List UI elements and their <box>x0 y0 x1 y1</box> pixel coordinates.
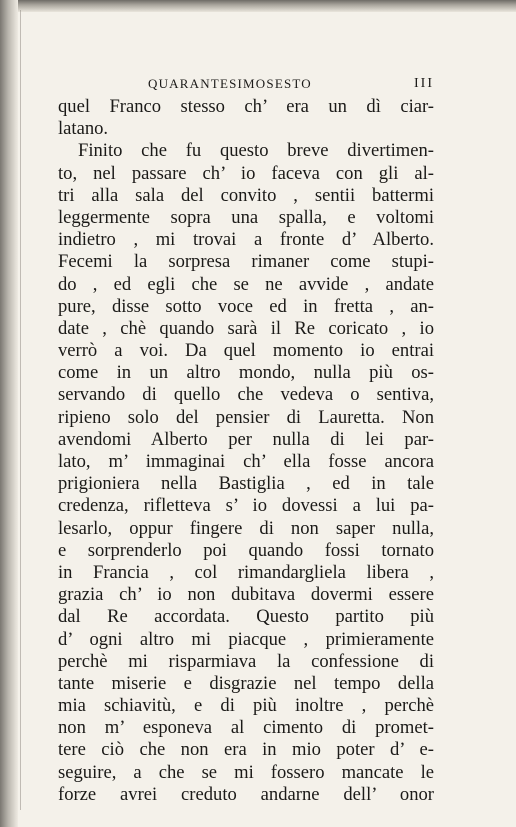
text-line: e sorprenderlo poi quando fossi tornato <box>58 539 434 561</box>
text-line: lesarlo, oppur fingere di non saper nulla, <box>58 517 434 539</box>
text-line: prigioniera nella Bastiglia , ed in tale <box>58 473 434 495</box>
text-line: d’ ogni altro mi piacque , primieramente <box>58 628 434 650</box>
text-line: non m’ esponeva al cimento di promet- <box>58 717 434 739</box>
text-line: servando di quello che vedeva o sentiva, <box>58 384 434 406</box>
text-line: date , chè quando sarà il Re coricato , io <box>58 317 434 339</box>
page-number: III <box>414 76 434 91</box>
text-line: ripieno solo del pensier di Lauretta. Non <box>58 406 434 428</box>
text-line: Fecemi la sorpresa rimaner come stupi- <box>58 251 434 273</box>
text-line: pure, disse sotto voce ed in fretta , an- <box>58 295 434 317</box>
text-line: tri alla sala del convito , sentii battermi <box>58 184 434 206</box>
text-line: credenza, rifletteva s’ io dovessi a lui pa- <box>58 495 434 517</box>
text-line: leggermente sopra una spalla, e voltomi <box>58 206 434 228</box>
text-line: Finito che fu questo breve divertimen- <box>78 140 434 162</box>
text-line: avendomi Alberto per nulla di lei par- <box>58 428 434 450</box>
text-line: indietro , mi trovai a fronte d’ Alberto. <box>58 229 434 251</box>
text-line: perchè mi risparmiava la confessione di <box>58 650 434 672</box>
gutter-line <box>20 10 21 810</box>
text-line: dal Re accordata. Questo partito più <box>58 606 434 628</box>
text-line: in Francia , col rimandargliela libera , <box>58 561 434 583</box>
running-head <box>58 76 434 96</box>
text-line: to, nel passare ch’ io faceva con gli al- <box>58 162 434 184</box>
running-title: QUARANTESIMOSESTO <box>148 76 312 91</box>
scan-edge-left <box>0 0 18 827</box>
text-line: tere ciò che non era in mio poter d’ e- <box>58 739 434 761</box>
text-line: forze avrei creduto andarne dell’ onor <box>58 783 434 805</box>
text-line: grazia ch’ io non dubitava dovermi essere <box>58 584 434 606</box>
text-line: mia schiavitù, e di più inoltre , perchè <box>58 695 434 717</box>
text-line: verrò a voi. Da quel momento io entrai <box>58 340 434 362</box>
book-page <box>58 76 434 806</box>
text-line: seguire, a che se mi fossero mancate le <box>58 761 434 783</box>
text-line: tante miserie e disgrazie nel tempo della <box>58 672 434 694</box>
text-line: latano. <box>58 118 109 140</box>
text-line: quel Franco stesso ch’ era un dì ciar- <box>58 96 434 117</box>
text-line: do , ed egli che se ne avvide , andate <box>58 273 434 295</box>
body-text <box>58 96 434 806</box>
text-line: lato, m’ immaginai ch’ ella fosse ancora <box>58 451 434 472</box>
scan-edge-top <box>0 0 516 12</box>
text-line: come in un altro mondo, nulla più os- <box>58 362 434 384</box>
